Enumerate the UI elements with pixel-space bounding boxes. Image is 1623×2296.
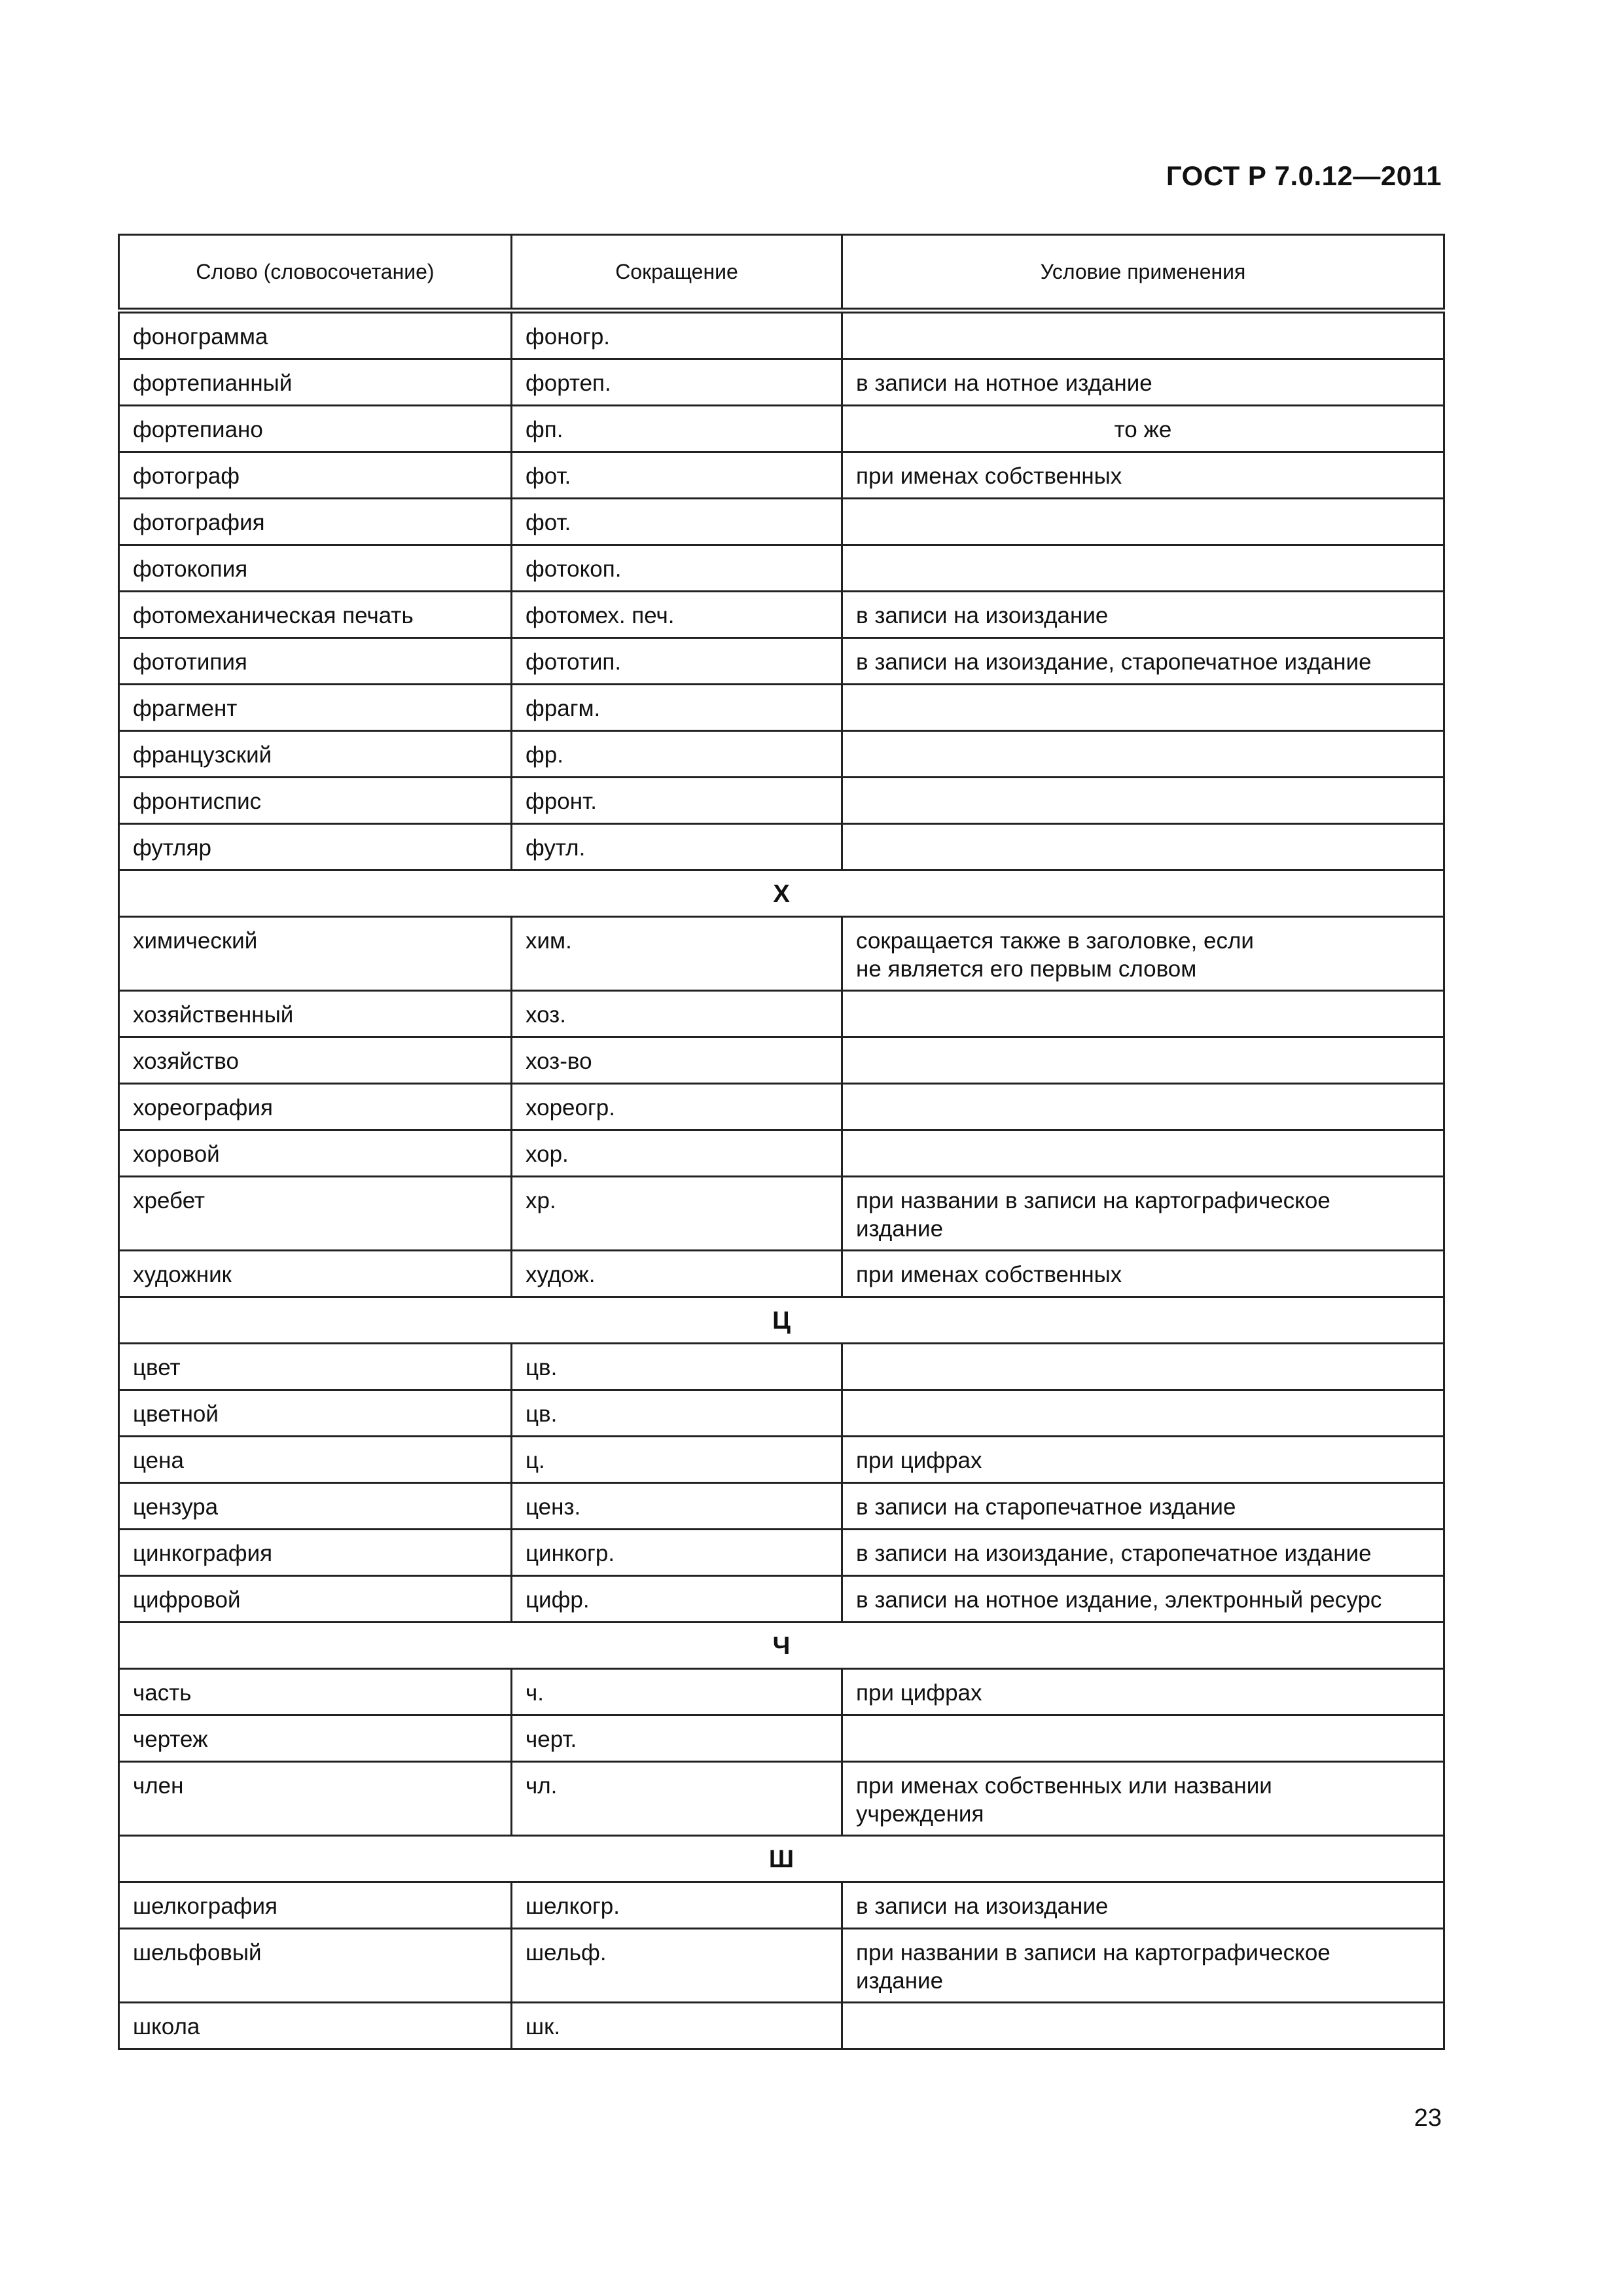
word-cell: часть [119,1669,512,1715]
condition-cell: при именах собственных или названии учреждения [842,1762,1444,1836]
condition-cell: в записи на изоиздание, старопечатное издание [842,1530,1444,1576]
word-cell: фотография [119,499,512,545]
table-row [119,731,1444,778]
table-row [119,1084,1444,1130]
condition-cell: в записи на нотное издание, электронный ресурс [842,1576,1444,1623]
abbreviation-cell: футл. [512,824,842,870]
table-row [119,1177,1444,1251]
column-header-word: Слово (словосочетание) [119,235,512,311]
word-cell: школа [119,2003,512,2049]
word-cell: чертеж [119,1715,512,1762]
word-cell: фототипия [119,638,512,685]
page-number: 23 [1414,2104,1442,2132]
word-cell: цензура [119,1483,512,1530]
table-row [119,1437,1444,1483]
word-cell: фортепианный [119,359,512,406]
word-cell: хоровой [119,1130,512,1177]
section-letter: Х [119,870,1444,917]
table-row [119,1037,1444,1084]
abbreviation-cell: хор. [512,1130,842,1177]
abbreviation-cell: хр. [512,1177,842,1251]
condition-cell [842,311,1444,359]
abbreviation-cell: цв. [512,1344,842,1390]
section-letter: Ш [119,1836,1444,1882]
condition-cell [842,991,1444,1037]
condition-cell [842,499,1444,545]
table-row [119,311,1444,359]
abbreviation-cell: фоногр. [512,311,842,359]
table-row [119,685,1444,731]
abbreviation-cell: фотокоп. [512,545,842,592]
condition-cell: при названии в записи на картографическое издание [842,1177,1444,1251]
condition-cell: при именах собственных [842,452,1444,499]
condition-cell [842,1130,1444,1177]
table-row [119,1390,1444,1437]
letter-section-row [119,1836,1444,1882]
condition-cell [842,1344,1444,1390]
condition-cell [842,545,1444,592]
word-cell: фотограф [119,452,512,499]
word-cell: хребет [119,1177,512,1251]
table-row [119,1762,1444,1836]
condition-cell [842,685,1444,731]
section-letter: Ц [119,1297,1444,1344]
abbreviation-cell: хореогр. [512,1084,842,1130]
letter-section-row [119,1297,1444,1344]
table-row [119,1669,1444,1715]
condition-cell [842,1715,1444,1762]
table-row [119,1344,1444,1390]
abbreviation-cell: фотомех. печ. [512,592,842,638]
abbreviation-cell: ч. [512,1669,842,1715]
word-cell: цифровой [119,1576,512,1623]
table-row [119,917,1444,991]
word-cell: хозяйственный [119,991,512,1037]
word-cell: цветной [119,1390,512,1437]
abbreviation-cell: худож. [512,1251,842,1297]
condition-cell: сокращается также в заголовке, если не является его первым словом [842,917,1444,991]
condition-cell: при названии в записи на картографическое издание [842,1929,1444,2003]
table-row [119,1251,1444,1297]
abbreviation-cell: цв. [512,1390,842,1437]
condition-cell [842,1037,1444,1084]
condition-cell [842,1084,1444,1130]
table-row [119,592,1444,638]
condition-cell: при цифрах [842,1437,1444,1483]
condition-cell: в записи на изоиздание, старопечатное издание [842,638,1444,685]
abbreviation-cell: шельф. [512,1929,842,2003]
abbreviation-cell: фототип. [512,638,842,685]
table-row [119,359,1444,406]
condition-cell [842,731,1444,778]
abbreviation-cell: черт. [512,1715,842,1762]
word-cell: фотомеханическая печать [119,592,512,638]
table-row [119,499,1444,545]
word-cell: шельфовый [119,1929,512,2003]
word-cell: цинкография [119,1530,512,1576]
word-cell: член [119,1762,512,1836]
table-row [119,1483,1444,1530]
abbreviation-cell: фр. [512,731,842,778]
abbreviation-cell: чл. [512,1762,842,1836]
word-cell: хореография [119,1084,512,1130]
column-header-abbreviation: Сокращение [512,235,842,311]
word-cell: цена [119,1437,512,1483]
table-row [119,824,1444,870]
word-cell: шелкография [119,1882,512,1929]
word-cell: цвет [119,1344,512,1390]
condition-cell [842,824,1444,870]
table-row [119,778,1444,824]
word-cell: хозяйство [119,1037,512,1084]
abbreviation-cell: фронт. [512,778,842,824]
word-cell: фронтиспис [119,778,512,824]
table-row [119,1715,1444,1762]
condition-cell: то же [842,406,1444,452]
condition-cell [842,1390,1444,1437]
letter-section-row [119,870,1444,917]
table-row [119,2003,1444,2049]
abbreviation-cell: ц. [512,1437,842,1483]
condition-cell [842,2003,1444,2049]
abbreviation-table [118,234,1445,2050]
document-code: ГОСТ Р 7.0.12—2011 [1166,160,1442,191]
condition-cell: в записи на старопечатное издание [842,1483,1444,1530]
condition-cell: в записи на изоиздание [842,592,1444,638]
word-cell: химический [119,917,512,991]
abbreviation-cell: цифр. [512,1576,842,1623]
abbreviation-cell: хоз-во [512,1037,842,1084]
word-cell: фрагмент [119,685,512,731]
table-row [119,406,1444,452]
abbreviation-cell: цинкогр. [512,1530,842,1576]
section-letter: Ч [119,1623,1444,1669]
abbreviation-cell: фп. [512,406,842,452]
table-row [119,452,1444,499]
table-body [119,311,1444,2049]
letter-section-row [119,1623,1444,1669]
condition-cell: в записи на изоиздание [842,1882,1444,1929]
abbreviation-cell: хим. [512,917,842,991]
table-row [119,638,1444,685]
table-header-row [119,235,1444,311]
abbreviation-cell: шелкогр. [512,1882,842,1929]
table-row [119,1882,1444,1929]
abbreviation-cell: фортеп. [512,359,842,406]
word-cell: художник [119,1251,512,1297]
condition-cell [842,778,1444,824]
column-header-condition: Условие применения [842,235,1444,311]
abbreviation-cell: фот. [512,452,842,499]
word-cell: фортепиано [119,406,512,452]
abbreviation-cell: хоз. [512,991,842,1037]
condition-cell: при цифрах [842,1669,1444,1715]
table-row [119,1576,1444,1623]
condition-cell: при именах собственных [842,1251,1444,1297]
table-row [119,1130,1444,1177]
abbreviation-cell: фрагм. [512,685,842,731]
table-row [119,991,1444,1037]
word-cell: футляр [119,824,512,870]
word-cell: французский [119,731,512,778]
table-row [119,545,1444,592]
word-cell: фотокопия [119,545,512,592]
word-cell: фонограмма [119,311,512,359]
abbreviation-cell: фот. [512,499,842,545]
table-row [119,1929,1444,2003]
abbreviation-cell: ценз. [512,1483,842,1530]
table-row [119,1530,1444,1576]
abbreviation-cell: шк. [512,2003,842,2049]
condition-cell: в записи на нотное издание [842,359,1444,406]
